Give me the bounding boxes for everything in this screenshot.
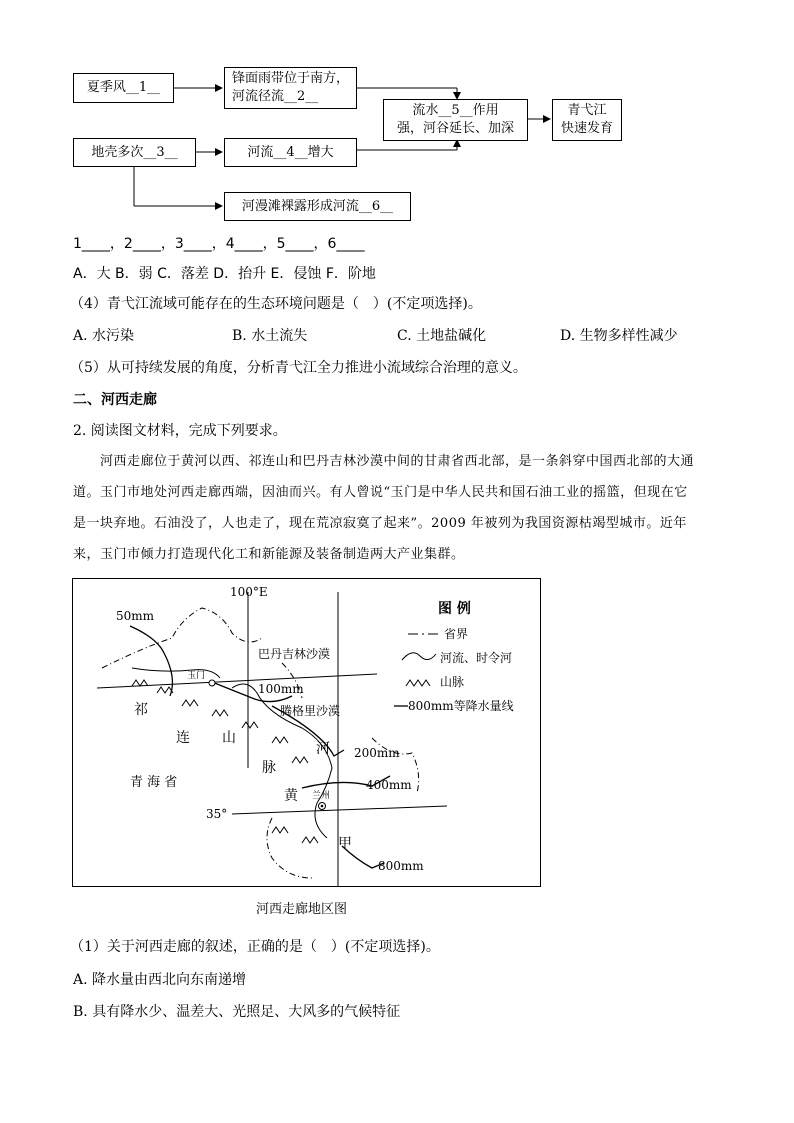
section-heading: 二、河西走廊 [73, 392, 157, 408]
question-5-stem: （5）从可持续发展的角度，分析青弋江全力推进小流域综合治理的意义。 [70, 360, 527, 376]
flow-box-summer-monsoon-label: 夏季风__1__ [86, 80, 161, 95]
passage-line-1: 河西走廊位于黄河以西、祁连山和巴丹吉林沙漠中间的甘肃省西北部，是一条斜穿中国西北部的大通 [100, 454, 695, 469]
label-50mm: 50mm [116, 609, 155, 623]
question-4-stem: （4）青弋江流域可能存在的生态环境问题是（ ）(不定项选择)。 [70, 296, 482, 312]
question-2-intro: 2. 阅读图文材料，完成下列要求。 [73, 423, 287, 439]
question-4-option-c: C. 土地盐碱化 [397, 328, 487, 344]
label-mtn-2: 连 [176, 730, 190, 746]
map-caption: 河西走廊地区图 [256, 902, 348, 917]
label-qinghai-province: 青 海 省 [130, 775, 178, 790]
flow-box-qingyi-line2: 快速发育 [560, 121, 613, 136]
flow-box-erosion [383, 99, 528, 141]
flow-box-erosion-line2: 强，河谷延长、加深 [396, 121, 514, 136]
label-mtn-3: 山 [222, 730, 236, 746]
flow-box-crust-label: 地壳多次__3__ [91, 144, 178, 160]
label-badain-desert: 巴丹吉林沙漠 [258, 647, 331, 661]
flow-box-erosion-line1: 流水__5__作用 [412, 103, 499, 118]
answer-options: A．大 B．弱 C．落差 D．抬升 E．侵蚀 F．阶地 [73, 266, 376, 282]
question-4-option-d: D. 生物多样性减少 [560, 328, 678, 344]
label-35: 35° [206, 807, 228, 821]
question-4-option-b: B. 水土流失 [232, 328, 308, 344]
label-yumen: 玉门 [187, 671, 206, 681]
flow-box-floodplain [224, 192, 411, 221]
label-tengger-desert: 腾格里沙漠 [280, 704, 341, 718]
flow-box-crust [73, 138, 196, 167]
passage-line-3: 是一块弃地。石油没了，人也走了，现在荒凉寂寞了起来”。2009 年被列为我国资源枯竭型城市。近年 [73, 516, 687, 531]
question-2-1-option-b: B. 具有降水少、温差大、光照足、大风多的气候特征 [73, 1004, 401, 1020]
question-4-option-a: A. 水污染 [73, 328, 135, 344]
legend-isohyet: 800mm等降水量线 [408, 699, 514, 713]
label-gansu: 甲 [338, 836, 352, 852]
flow-box-summer-monsoon [73, 73, 174, 103]
passage-line-4: 来，玉门市倾力打造现代化工和新能源及装备制造两大产业集群。 [73, 547, 465, 562]
flow-box-rainbelt [224, 67, 357, 109]
legend-title: 图 例 [438, 601, 471, 617]
flow-box-qingyi-river [552, 99, 622, 141]
yumen-city-marker [209, 680, 215, 686]
legend-province-border: 省界 [444, 627, 469, 641]
legend-mountain: 山脉 [440, 675, 465, 689]
label-mtn-4: 脉 [262, 760, 276, 776]
label-800mm: 800mm [378, 859, 424, 873]
flow-box-floodplain-label: 河漫滩裸露形成河流__6__ [241, 198, 394, 214]
flow-box-qingyi-line1: 青弋江 [567, 103, 607, 118]
question-2-1-option-a: A. 降水量由西北向东南递增 [73, 972, 247, 988]
flow-box-rainbelt-line2: 河流径流__2__ [231, 89, 319, 104]
label-river-he: 河 [316, 741, 330, 757]
label-mtn-1: 祁 [134, 702, 148, 718]
flow-box-river-gradient [224, 138, 357, 167]
label-100e: 100°E [230, 585, 268, 599]
question-2-1-stem: （1）关于河西走廊的叙述，正确的是（ ）(不定项选择)。 [70, 939, 440, 955]
legend-river: 河流、时令河 [440, 651, 513, 665]
label-200mm: 200mm [354, 746, 400, 760]
label-river-huang: 黄 [284, 788, 298, 804]
answer-blanks: 1____，2____，3____，4____，5____，6____ [73, 236, 365, 252]
label-100mm: 100mm [258, 682, 304, 696]
flow-box-rainbelt-line1: 锋面雨带位于南方， [231, 71, 349, 86]
passage-line-2: 道。玉门市地处河西走廊西端，因油而兴。有人曾说“玉门是中华人民共和国石油工业的摇篮，但现在它 [73, 485, 688, 500]
label-lanzhou: 兰州 [312, 791, 331, 801]
label-400mm: 400mm [366, 778, 412, 792]
hexi-corridor-map [72, 578, 542, 888]
flow-box-river-gradient-label: 河流__4__增大 [247, 144, 334, 160]
